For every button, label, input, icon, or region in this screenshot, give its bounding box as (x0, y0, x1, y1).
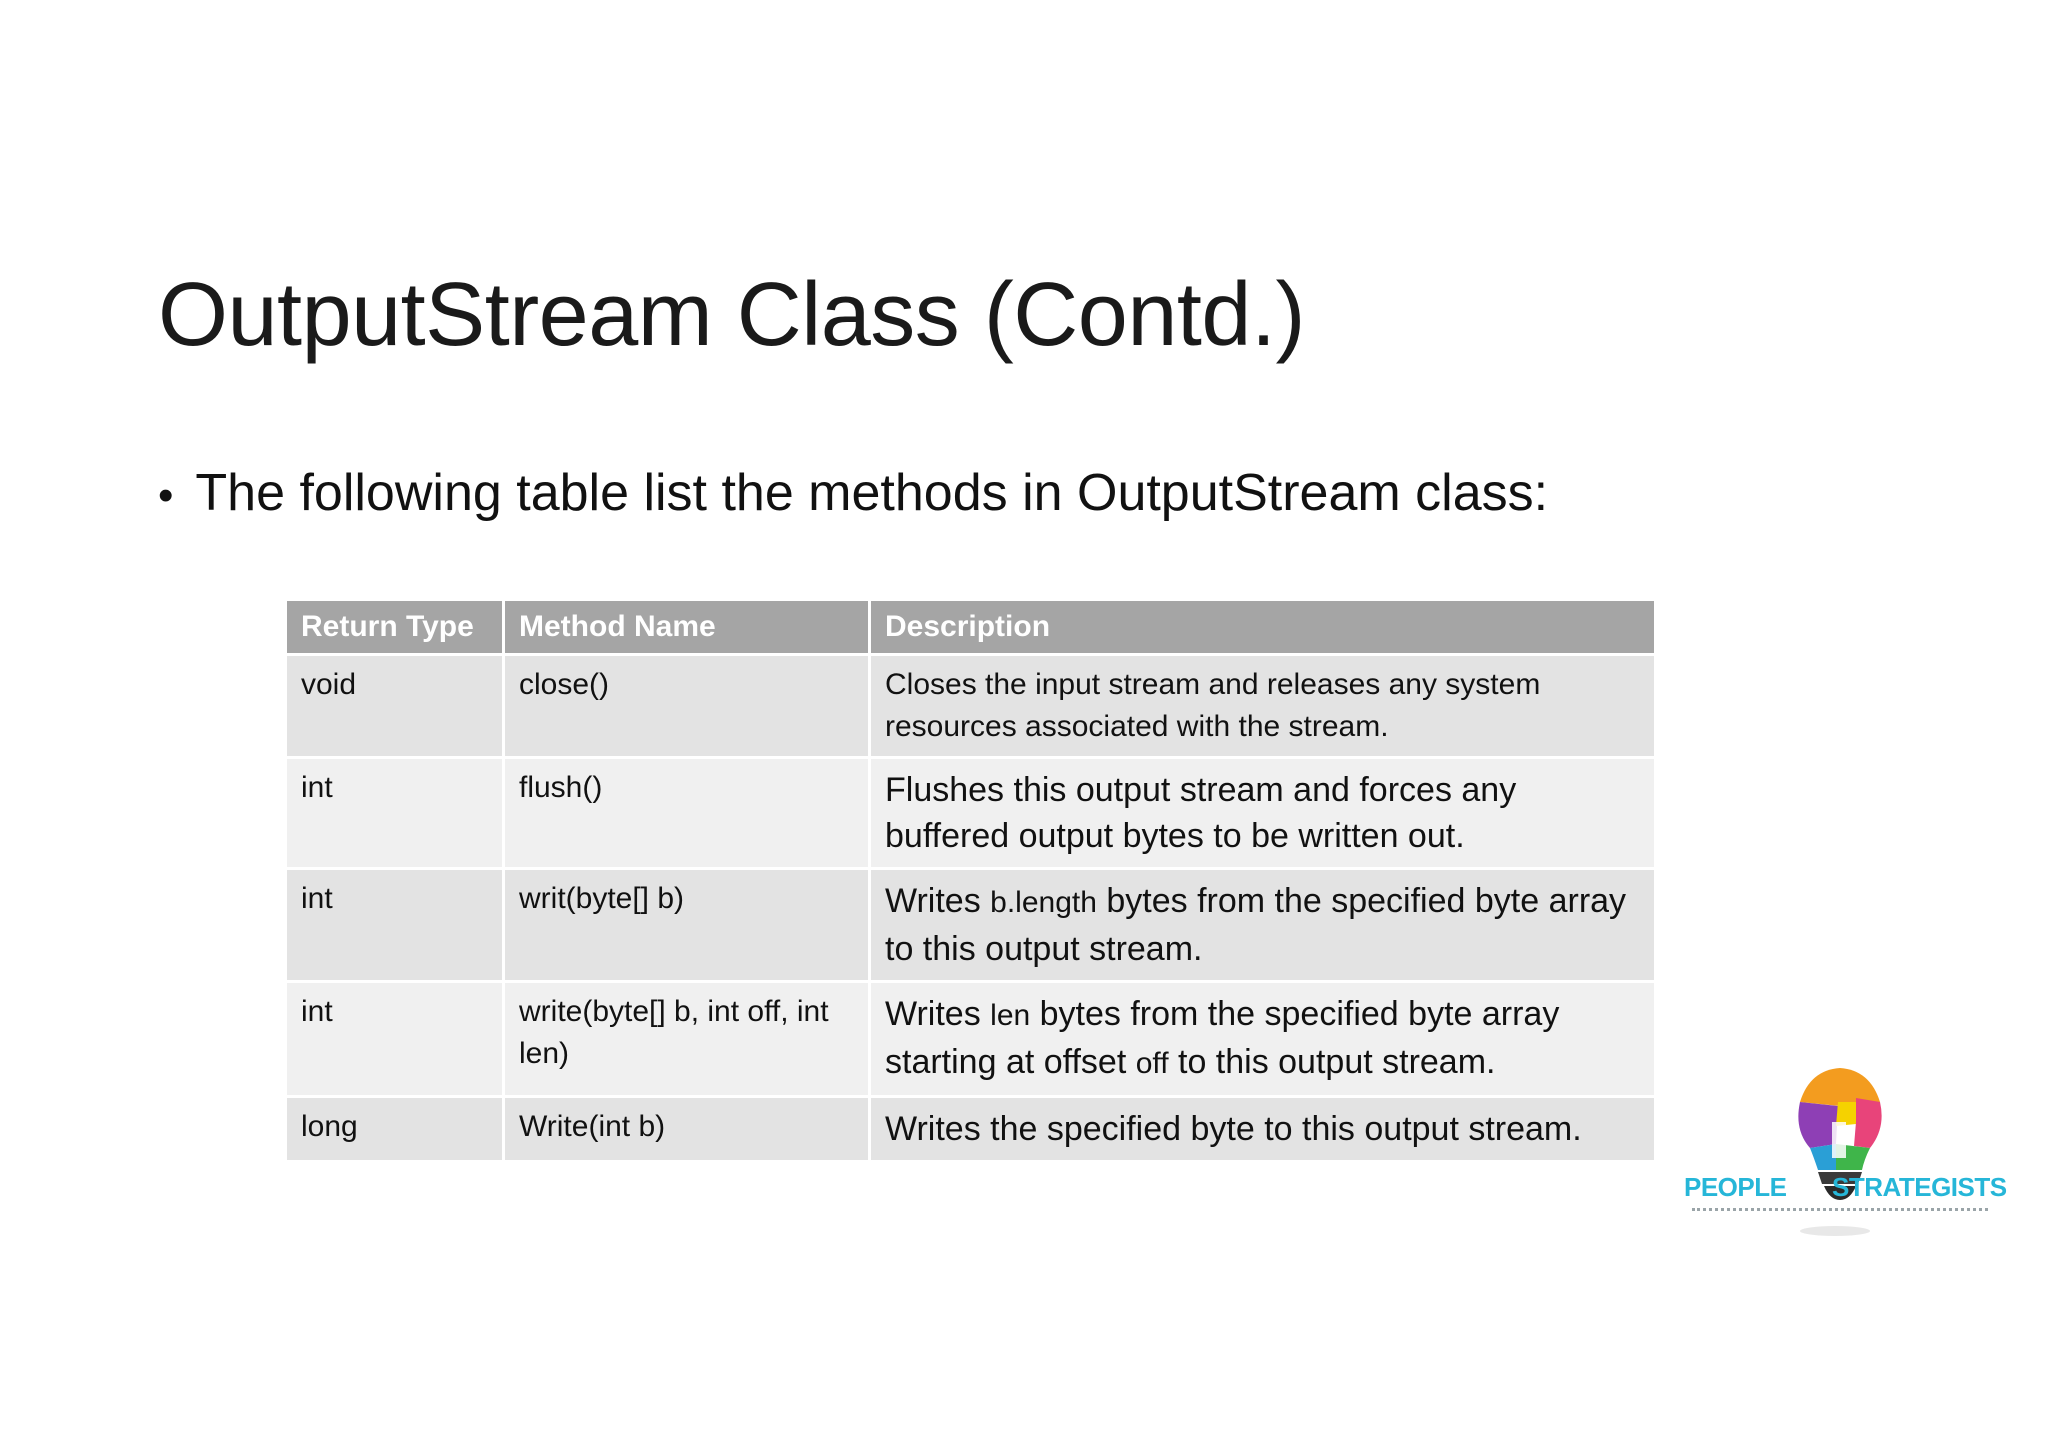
desc-part: bytes from the specified byte array starting at offset (885, 995, 1560, 1081)
people-strategists-logo (1684, 1062, 2007, 1242)
desc-part: Writes (885, 995, 991, 1033)
logo-shadow (1800, 1226, 1870, 1236)
desc-code-term: b.length (990, 886, 1097, 919)
cell-method-name: write(byte[] b, int off, int len) (504, 982, 870, 1097)
header-description: Description (870, 600, 1656, 655)
cell-description (870, 982, 1656, 1097)
cell-method-name: flush() (504, 758, 870, 869)
cell-return-type: int (286, 869, 504, 982)
logo-tagline-dots (1692, 1208, 1988, 1214)
cell-method-name: writ(byte[] b) (504, 869, 870, 982)
table-row (286, 655, 1656, 758)
table-row (286, 1097, 1656, 1162)
cell-description: Closes the input stream and releases any system resources associated with the stream. (870, 655, 1656, 758)
slide-title: OutputStream Class (Contd.) (158, 265, 1305, 365)
desc-code-term: off (1135, 1047, 1169, 1080)
cell-return-type: int (286, 758, 504, 869)
methods-table (284, 598, 1657, 1163)
desc-part: Writes (885, 882, 991, 920)
bullet-text: The following table list the methods in OutputStream class: (195, 464, 1549, 522)
bulb-piece-white-center (1832, 1122, 1846, 1158)
header-method-name: Method Name (504, 600, 870, 655)
cell-method-name: close() (504, 655, 870, 758)
cell-description: Flushes this output stream and forces any buffered output bytes to be written out. (870, 758, 1656, 869)
cell-return-type: void (286, 655, 504, 758)
cell-method-name: Write(int b) (504, 1097, 870, 1162)
desc-code-term: len (990, 999, 1031, 1032)
logo-word-left: PEOPLE (1684, 1172, 1787, 1202)
bullet-marker: • (158, 471, 174, 520)
header-return-type: Return Type (286, 600, 504, 655)
bullet-line (158, 462, 1548, 524)
cell-description (870, 869, 1656, 982)
lightbulb-puzzle-icon (1684, 1062, 1994, 1242)
table-row (286, 758, 1656, 869)
cell-return-type: long (286, 1097, 504, 1162)
bulb-piece-pink (1854, 1098, 1882, 1148)
table-row (286, 869, 1656, 982)
desc-part: to this output stream. (1168, 1043, 1496, 1081)
desc-part: bytes from the specified byte array to this output stream. (885, 882, 1627, 968)
logo-word-right: STRATEGISTS (1832, 1172, 2007, 1202)
cell-description: Writes the specified byte to this output stream. (870, 1097, 1656, 1162)
cell-return-type: int (286, 982, 504, 1097)
table-row (286, 982, 1656, 1097)
table-header-row (286, 600, 1656, 655)
